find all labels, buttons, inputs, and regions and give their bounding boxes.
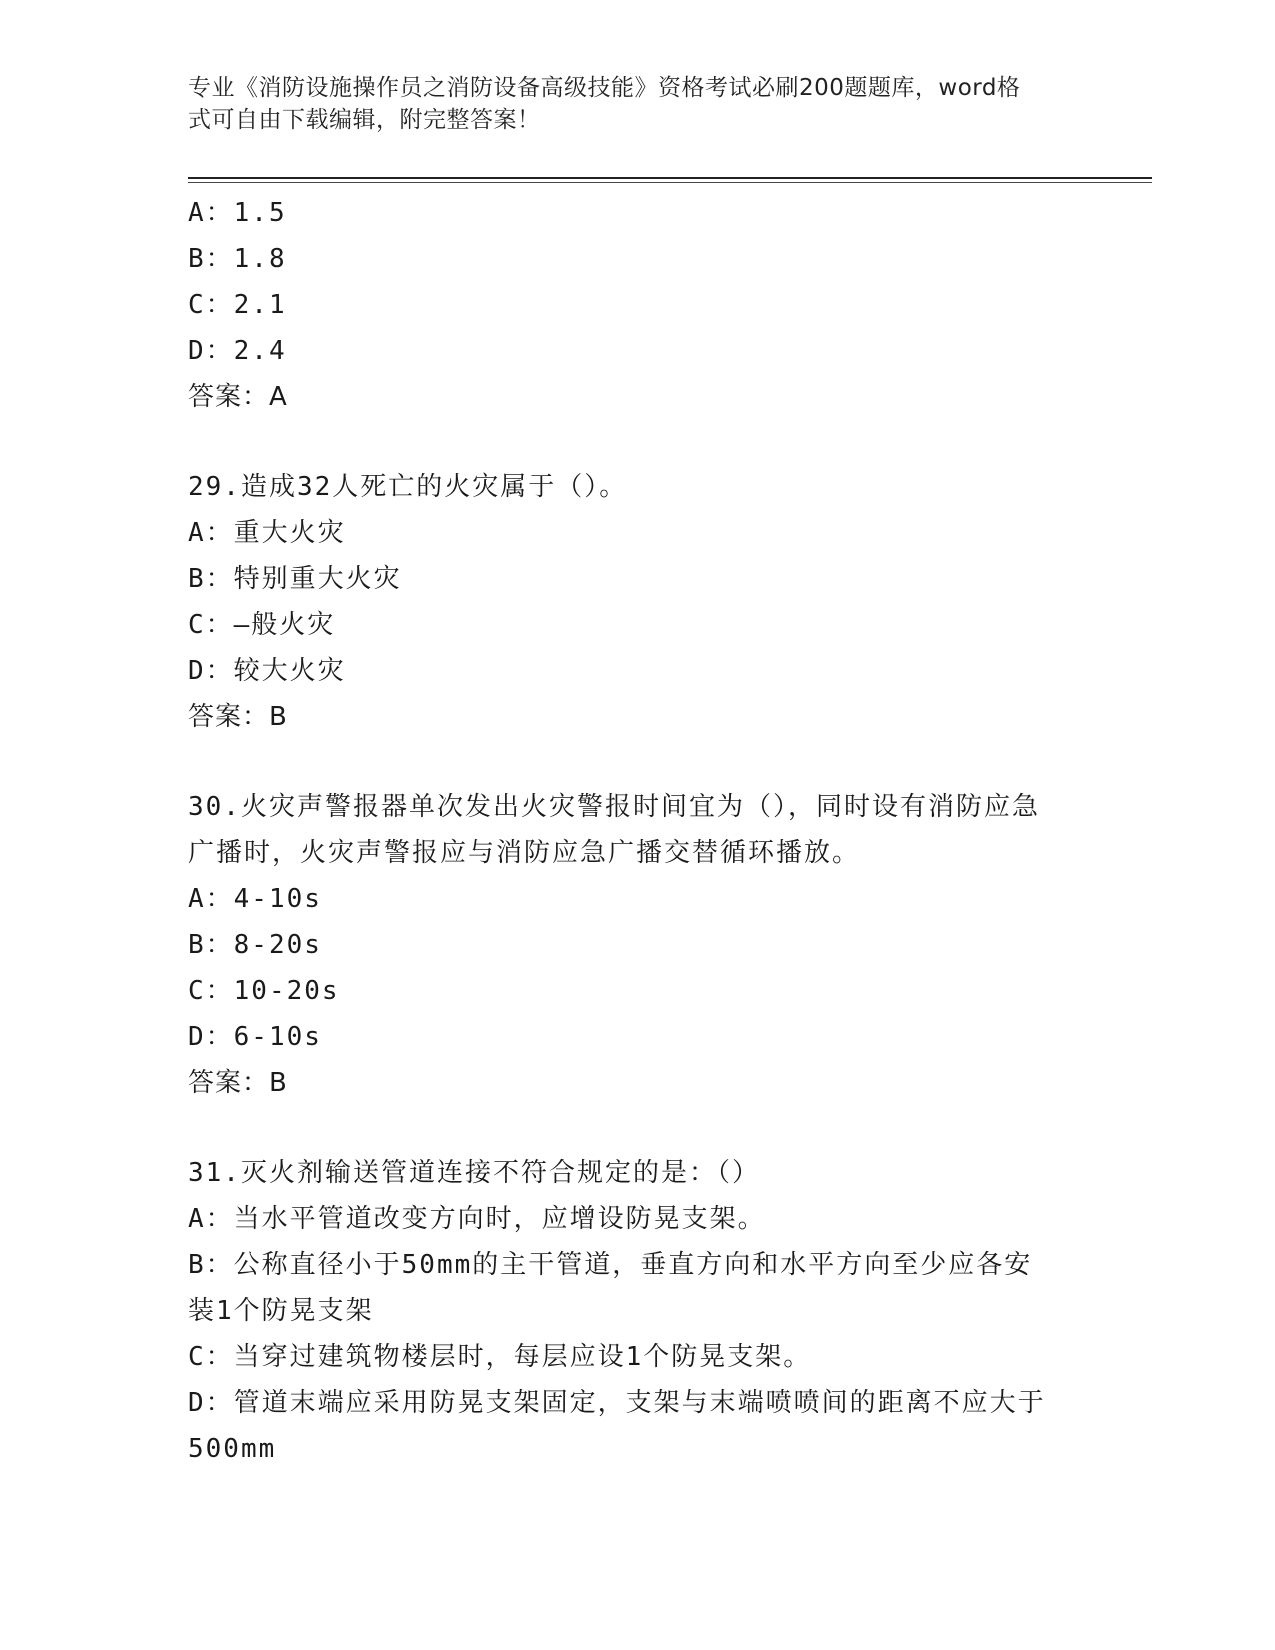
option-d-line-2: 500mm <box>188 1434 277 1464</box>
option-c: C：当穿过建筑物楼层时，每层应设1个防晃支架。 <box>188 1342 812 1372</box>
option-b: B：8-20s <box>188 930 322 960</box>
header-line-2: 式可自由下载编辑，附完整答案！ <box>188 107 541 133</box>
option-d: D：较大火灾 <box>188 656 346 686</box>
header-line-1: 专业《消防设施操作员之消防设备高级技能》资格考试必刷200题题库，word格 <box>188 75 1021 101</box>
option-b-line-2: 装1个防晃支架 <box>188 1296 374 1326</box>
option-d-line-1: D：管道末端应采用防晃支架固定，支架与末端喷喷间的距离不应大于 <box>188 1388 1046 1418</box>
option-b: B：1.8 <box>188 244 287 274</box>
answer: 答案：B <box>188 702 288 732</box>
question-30 <box>188 784 1088 1106</box>
header-divider-thin <box>188 182 1152 183</box>
question-29 <box>188 464 1088 740</box>
answer: 答案：B <box>188 1068 288 1098</box>
option-a: A：当水平管道改变方向时，应增设防晃支架。 <box>188 1204 766 1234</box>
option-b-line-1: B：公称直径小于50mm的主干管道，垂直方向和水平方向至少应各安 <box>188 1250 1033 1280</box>
question-stem: 31.灭火剂输送管道连接不符合规定的是：（） <box>188 1158 760 1188</box>
question-31 <box>188 1150 1088 1472</box>
question-stem-line-2: 广播时，火灾声警报应与消防应急广播交替循环播放。 <box>188 838 861 868</box>
option-c: C：10-20s <box>188 976 340 1006</box>
answer: 答案：A <box>188 382 288 412</box>
option-d: D：2.4 <box>188 336 287 366</box>
document-header <box>188 72 1068 136</box>
question-28 <box>188 190 1088 420</box>
option-a: A：1.5 <box>188 198 287 228</box>
option-b: B：特别重大火灾 <box>188 564 402 594</box>
header-divider-thick <box>188 177 1152 179</box>
option-c: C：—般火灾 <box>188 610 336 640</box>
option-d: D：6-10s <box>188 1022 322 1052</box>
option-a: A：重大火灾 <box>188 518 346 548</box>
question-content <box>188 190 1088 1472</box>
option-c: C：2.1 <box>188 290 287 320</box>
option-a: A：4-10s <box>188 884 322 914</box>
question-stem: 29.造成32人死亡的火灾属于（）。 <box>188 472 628 502</box>
question-stem-line-1: 30.火灾声警报器单次发出火灾警报时间宜为（），同时设有消防应急 <box>188 792 1040 822</box>
